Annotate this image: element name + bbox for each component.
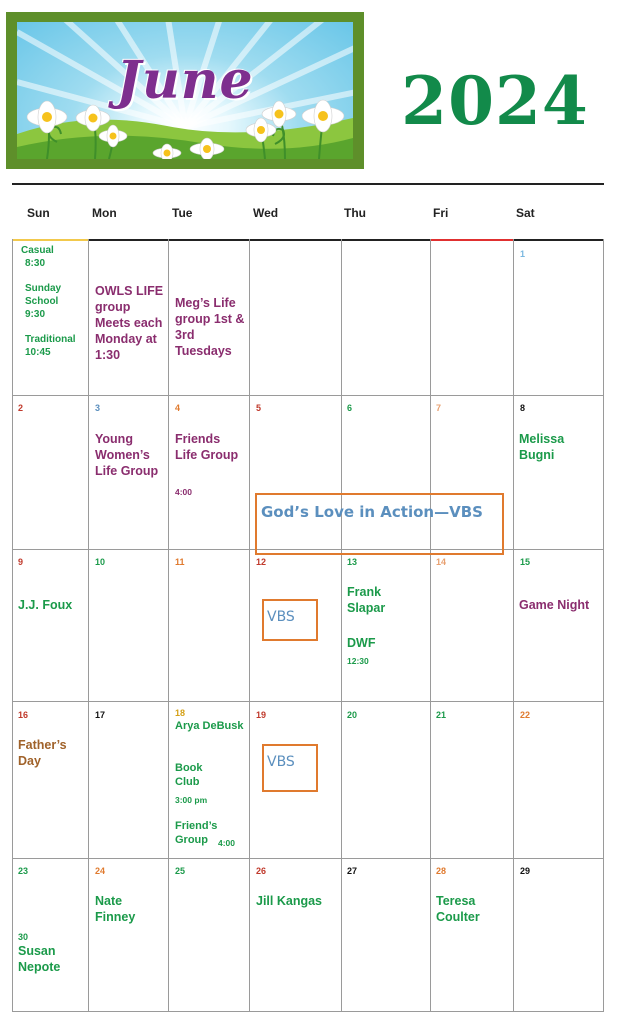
- day-number: 10: [95, 557, 106, 567]
- vbs-text-19: VBS: [267, 754, 295, 770]
- event-nate-finney: Nate Finney: [95, 894, 136, 924]
- day-number: 12: [256, 557, 267, 567]
- grid-top-border: [12, 239, 604, 241]
- day-number: 2: [18, 403, 24, 413]
- event-megs-group: Meg’s Life group 1st & 3rd Tuesdays: [175, 296, 245, 358]
- service-times: [21, 244, 85, 359]
- grid-line: [12, 1011, 604, 1012]
- day-number: 6: [347, 403, 353, 413]
- calendar-grid: [12, 239, 604, 1012]
- event-owls-group: OWLS LIFE group Meets each Monday at 1:30: [95, 284, 164, 362]
- event-casual: Casual: [21, 245, 54, 256]
- event-jill-kangas: Jill Kangas: [256, 894, 322, 908]
- day-number: 17: [95, 710, 106, 720]
- banner-image: [17, 22, 353, 159]
- event-teresa-coulter: Teresa Coulter: [436, 894, 480, 924]
- event-book-club: Book Club: [175, 762, 203, 788]
- event-friends-life-time: 4:00: [175, 487, 193, 497]
- event-arya-debusk: Arya DeBusk: [175, 720, 244, 732]
- day-number: 8: [520, 403, 526, 413]
- grid-line: [603, 239, 604, 1012]
- fri-header-accent: [430, 239, 513, 241]
- day-number: 18: [175, 708, 186, 718]
- event-game-night: Game Night: [519, 598, 590, 612]
- day-number: 20: [347, 710, 358, 720]
- event-fathers-day: Father’s Day: [18, 738, 67, 768]
- header-rule: [12, 183, 604, 185]
- event-melissa-bugni: Melissa Bugni: [519, 432, 565, 462]
- day-number: 27: [347, 866, 358, 876]
- day-number: 14: [436, 557, 447, 567]
- day-number: 1: [520, 249, 526, 259]
- vbs-box-12: [262, 599, 318, 641]
- day-number: 24: [95, 866, 106, 876]
- grid-line: [168, 239, 169, 1012]
- day-number: 11: [175, 557, 185, 567]
- weekday-wed: Wed: [253, 206, 279, 220]
- sun-header-accent: [12, 239, 88, 241]
- day-number: 23: [18, 866, 29, 876]
- weekday-mon: Mon: [92, 206, 117, 220]
- day-number: 21: [436, 710, 447, 720]
- day-number: 19: [256, 710, 267, 720]
- event-friends-group-time: 4:00: [218, 838, 236, 848]
- day-number: 13: [347, 557, 358, 567]
- weekday-fri: Fri: [433, 206, 449, 220]
- day-number: 4: [175, 403, 181, 413]
- event-friends-group: Friend’s Group: [175, 820, 218, 846]
- event-jj-foux: J.J. Foux: [18, 598, 73, 612]
- weekday-sat: Sat: [516, 206, 535, 220]
- event-book-club-time: 3:00 pm: [175, 795, 208, 805]
- day-number: 5: [256, 403, 262, 413]
- day-number: 7: [436, 403, 442, 413]
- grid-line: [12, 239, 13, 1012]
- weekday-sun: Sun: [27, 206, 50, 220]
- event-susan-nepote: Susan Nepote: [18, 944, 61, 974]
- day-number: 26: [256, 866, 267, 876]
- day-number: 30: [18, 932, 29, 942]
- day-number: 3: [95, 403, 101, 413]
- vbs-box-19: [262, 744, 318, 792]
- day-number: 22: [520, 710, 531, 720]
- day-number: 29: [520, 866, 531, 876]
- event-dwf: DWF: [347, 636, 376, 650]
- weekday-thu: Thu: [344, 206, 366, 220]
- event-casual-time: 8:30: [25, 258, 46, 269]
- vbs-banner-box: [255, 493, 504, 555]
- grid-line: [430, 239, 431, 1012]
- weekday-tue: Tue: [172, 206, 193, 220]
- event-friends-life-group: Friends Life Group: [175, 432, 239, 462]
- year-title: 2024: [401, 62, 589, 140]
- grid-line: [88, 239, 89, 1012]
- event-sunday-school-time: 9:30: [25, 309, 46, 320]
- event-traditional-time: 10:45: [25, 347, 51, 358]
- event-dwf-time: 12:30: [347, 656, 369, 666]
- grid-line: [249, 239, 250, 1012]
- event-sunday-school: Sunday School: [25, 283, 62, 307]
- day-number: 28: [436, 866, 447, 876]
- june-banner: [6, 12, 364, 169]
- event-traditional: Traditional: [25, 334, 76, 345]
- event-frank-slapar: Frank Slapar: [347, 585, 386, 615]
- day-number: 9: [18, 557, 24, 567]
- day-number: 25: [175, 866, 186, 876]
- grid-line: [12, 701, 604, 702]
- day-number: 15: [520, 557, 531, 567]
- day-number: 16: [18, 710, 29, 720]
- event-young-womens-group: Young Women’s Life Group: [95, 432, 159, 478]
- vbs-text-12: VBS: [267, 609, 295, 625]
- grid-line: [12, 858, 604, 859]
- grid-line: [513, 239, 514, 1012]
- month-title: June: [116, 50, 254, 111]
- vbs-banner-text: God’s Love in Action—VBS: [261, 503, 483, 521]
- grid-line: [12, 395, 604, 396]
